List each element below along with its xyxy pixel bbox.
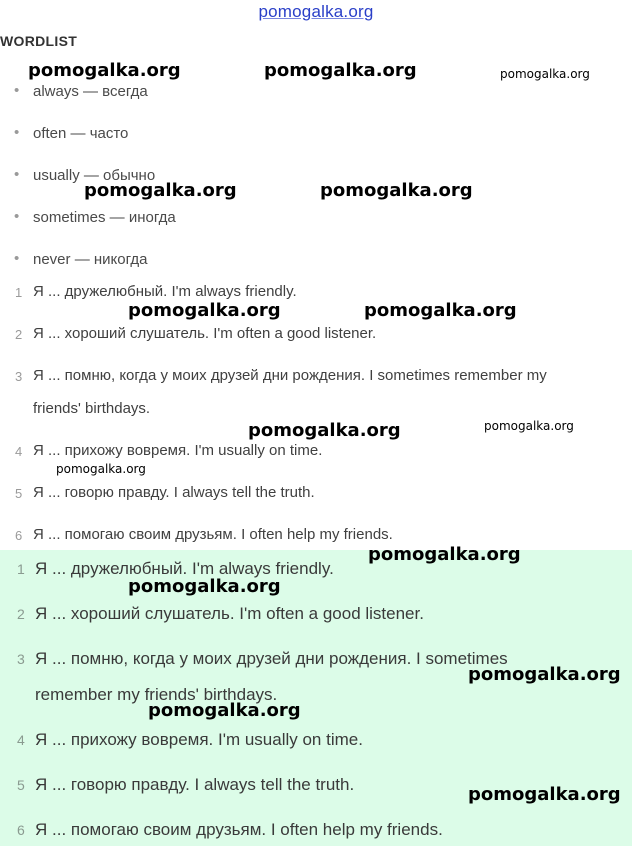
wordlist-item: never — никогда <box>33 251 148 268</box>
bullet-icon: • <box>14 82 20 99</box>
exercise-number: 1 <box>15 285 23 300</box>
exercise-number: 4 <box>15 444 23 459</box>
watermark: pomogalka.org <box>128 300 281 321</box>
wordlist-item: often — часто <box>33 125 129 142</box>
answer-line: Я ... говорю правду. I always tell the truth. <box>35 775 355 794</box>
bullet-icon: • <box>14 250 20 267</box>
wordlist-item: usually — обычно <box>33 167 156 184</box>
answer-number: 2 <box>17 606 25 622</box>
answer-line: Я ... прихожу вовремя. I'm usually on time. <box>35 730 363 749</box>
bullet-icon: • <box>14 166 20 183</box>
watermark: pomogalka.org <box>368 544 521 565</box>
watermark: pomogalka.org <box>468 784 621 805</box>
watermark: pomogalka.org <box>468 664 621 685</box>
exercise-number: 6 <box>15 528 23 543</box>
watermark: pomogalka.org <box>364 300 517 321</box>
answer-line: Я ... помню, когда у моих друзей дни рождения. I sometimes <box>35 649 508 668</box>
answer-line-continued: remember my friends' birthdays. <box>35 685 278 704</box>
exercise-number: 2 <box>15 327 23 342</box>
watermark: pomogalka.org <box>56 462 146 476</box>
bullet-icon: • <box>14 208 20 225</box>
exercise-number: 3 <box>15 369 23 384</box>
answer-number: 1 <box>17 561 25 577</box>
exercise-line: Я ... помогаю своим друзьям. I often help my friends. <box>33 526 393 543</box>
exercise-line: Я ... помню, когда у моих друзей дни рождения. I sometimes remember my <box>33 367 547 384</box>
watermark: pomogalka.org <box>500 67 590 81</box>
wordlist-item: always — всегда <box>33 83 148 100</box>
answer-number: 5 <box>17 777 25 793</box>
exercise-line-continued: friends' birthdays. <box>33 400 151 417</box>
answer-number: 6 <box>17 822 25 838</box>
watermark: pomogalka.org <box>320 180 473 201</box>
exercise-line: Я ... хороший слушатель. I'm often a good listener. <box>33 325 377 342</box>
answer-number: 3 <box>17 651 25 667</box>
watermark: pomogalka.org <box>148 700 301 721</box>
watermark: pomogalka.org <box>128 576 281 597</box>
watermark: pomogalka.org <box>28 60 181 81</box>
wordlist-item: sometimes — иногда <box>33 209 176 226</box>
watermark: pomogalka.org <box>84 180 237 201</box>
exercise-line: Я ... говорю правду. I always tell the truth. <box>33 484 315 501</box>
answer-line: Я ... дружелюбный. I'm always friendly. <box>35 559 334 578</box>
watermark: pomogalka.org <box>264 60 417 81</box>
answer-line: Я ... помогаю своим друзьям. I often help my friends. <box>35 820 443 839</box>
answer-line: Я ... хороший слушатель. I'm often a good listener. <box>35 604 424 623</box>
exercise-number: 5 <box>15 486 23 501</box>
watermark: pomogalka.org <box>484 419 574 433</box>
bullet-icon: • <box>14 124 20 141</box>
top-watermark-link[interactable]: pomogalka.org <box>258 2 374 21</box>
wordlist-heading: WORDLIST <box>0 33 78 49</box>
exercise-line: Я ... прихожу вовремя. I'm usually on time. <box>33 442 323 459</box>
watermark: pomogalka.org <box>248 420 401 441</box>
exercise-line: Я ... дружелюбный. I'm always friendly. <box>33 283 297 300</box>
answer-number: 4 <box>17 732 25 748</box>
